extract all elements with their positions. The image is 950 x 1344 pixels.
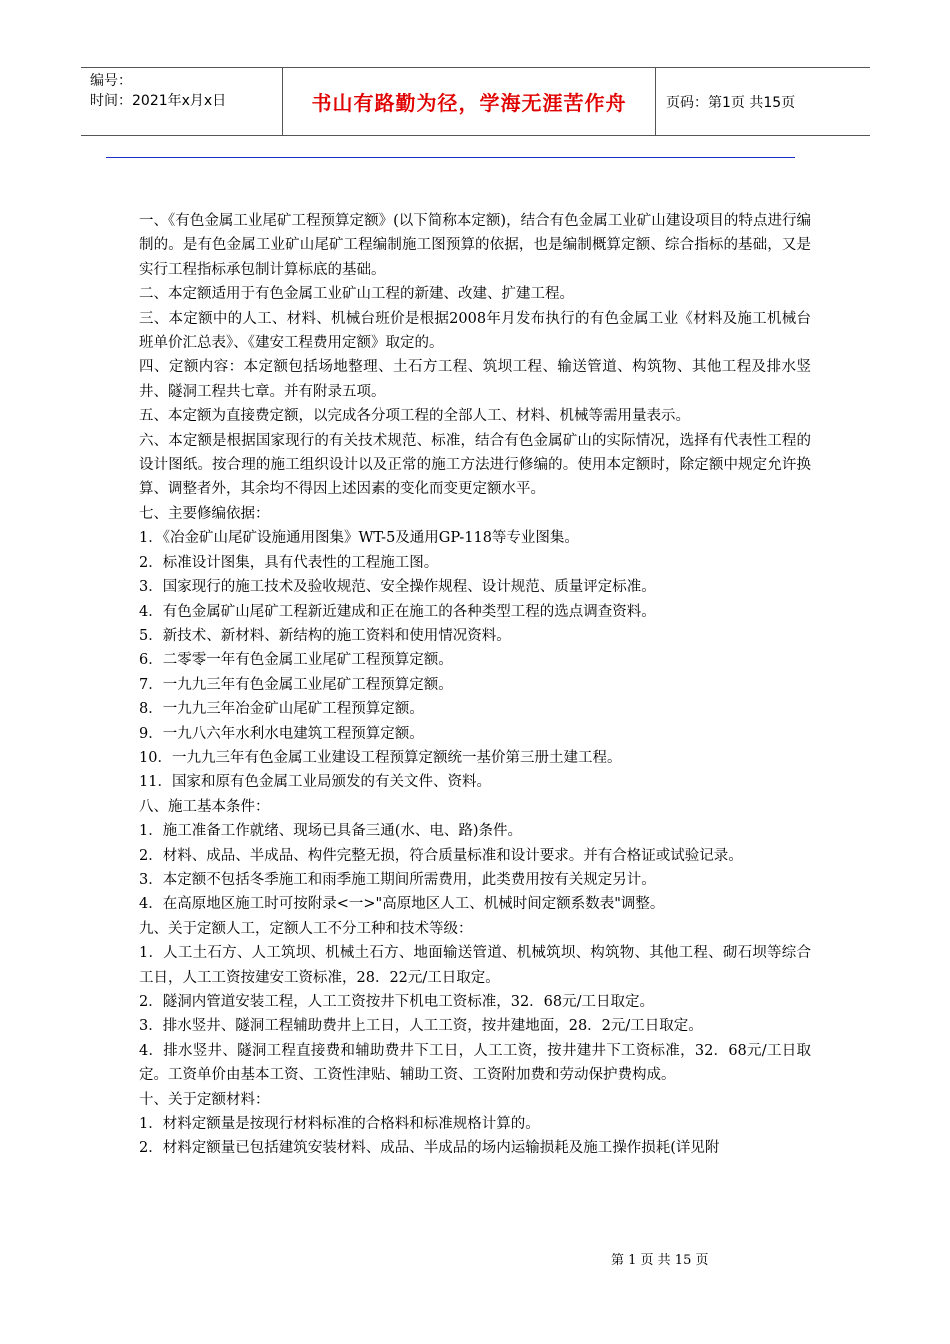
body-paragraph: 9．一九八六年水利水电建筑工程预算定额。 <box>139 725 424 742</box>
body-paragraph: 1．《冶金矿山尾矿设施通用图集》WT-5及通用GP-118等专业图集。 <box>139 530 579 547</box>
page-header <box>81 67 870 136</box>
header-motto: 书山有路勤为径，学海无涯苦作舟 <box>283 68 656 135</box>
body-paragraph: 8．一九九三年冶金矿山尾矿工程预算定额。 <box>139 701 424 718</box>
header-page-number: 页码：第1页 共15页 <box>666 94 796 111</box>
body-paragraph: 2．材料、成品、半成品、构件完整无损，符合质量标准和设计要求。并有合格证或试验记录。 <box>139 847 743 864</box>
body-paragraph: 二、本定额适用于有色金属工业矿山工程的新建、改建、扩建工程。 <box>139 286 574 303</box>
body-paragraph: 八、施工基本条件： <box>139 798 270 815</box>
body-paragraph: 11．国家和原有色金属工业局颁发的有关文件、资料。 <box>139 774 491 791</box>
body-paragraph: 10．一九九三年有色金属工业建设工程预算定额统一基价第三册土建工程。 <box>139 749 622 766</box>
body-paragraph: 六、本定额是根据国家现行的有关技术规范、标准，结合有色金属矿山的实际情况，选择有代表性工程的设计图纸。按合理的施工组织设计以及正常的施工方法进行修编的。使用本定额时，除定额中规定允许换算、调整者外，其余均不得因上述因素的变化而变更定额水平。 <box>139 432 811 498</box>
header-meta <box>81 68 283 135</box>
document-number-label: 编号： <box>90 73 132 89</box>
body-paragraph: 7．一九九三年有色金属工业尾矿工程预算定额。 <box>139 676 453 693</box>
body-paragraph: 1．材料定额量是按现行材料标准的合格料和标准规格计算的。 <box>139 1116 540 1133</box>
body-paragraph: 九、关于定额人工，定额人工不分工种和技术等级： <box>139 920 473 937</box>
body-paragraph: 3．排水竖井、隧洞工程辅助费井上工日，人工工资，按井建地面，28．2元/工日取定。 <box>139 1018 703 1035</box>
body-paragraph: 5．新技术、新材料、新结构的施工资料和使用情况资料。 <box>139 627 511 644</box>
body-paragraph: 3．本定额不包括冬季施工和雨季施工期间所需费用，此类费用按有关规定另计。 <box>139 871 656 888</box>
body-paragraph: 四、定额内容：本定额包括场地整理、土石方工程、筑坝工程、输送管道、构筑物、其他工程及排水竖井、隧洞工程共七章。并有附录五项。 <box>139 359 811 400</box>
body-paragraph: 2．标准设计图集，具有代表性的工程施工图。 <box>139 554 439 571</box>
body-paragraph: 4．有色金属矿山尾矿工程新近建成和正在施工的各种类型工程的选点调查资料。 <box>139 603 656 620</box>
body-paragraph: 6．二零零一年有色金属工业尾矿工程预算定额。 <box>139 652 453 669</box>
body-paragraph: 1．施工准备工作就绪、现场已具备三通(水、电、路)条件。 <box>139 823 523 840</box>
body-paragraph: 十、关于定额材料： <box>139 1091 270 1108</box>
body-paragraph: 五、本定额为直接费定额，以完成各分项工程的全部人工、材料、机械等需用量表示。 <box>139 408 690 425</box>
header-divider <box>106 157 795 158</box>
document-date-label: 时间：2021年x月x日 <box>90 93 227 109</box>
body-paragraph: 3．国家现行的施工技术及验收规范、安全操作规程、设计规范、质量评定标准。 <box>139 579 656 596</box>
body-paragraph: 4．在高原地区施工时可按附录<一>"高原地区人工、机械时间定额系数表"调整。 <box>139 896 665 913</box>
body-paragraph: 2．材料定额量已包括建筑安装材料、成品、半成品的场内运输损耗及施工操作损耗(详见附 <box>139 1140 720 1157</box>
body-paragraph: 七、主要修编依据： <box>139 505 270 522</box>
body-paragraph: 一、《有色金属工业尾矿工程预算定额》(以下简称本定额)，结合有色金属工业矿山建设项目的特点进行编制的。是有色金属工业矿山尾矿工程编制施工图预算的依据，也是编制概算定额、综合指标的基础，又是实行工程指标承包制计算标底的基础。 <box>139 213 811 278</box>
page-footer: 第 1 页 共 15 页 <box>611 1253 709 1268</box>
body-paragraph: 三、本定额中的人工、材料、机械台班价是根据2008年月发布执行的有色金属工业《材料及施工机械台班单价汇总表》、《建安工程费用定额》取定的。 <box>139 310 811 352</box>
body-paragraph: 4．排水竖井、隧洞工程直接费和辅助费井下工日，人工工资，按井建井下工资标准，32．68元/工日取定。工资单价由基本工资、工资性津贴、辅助工资、工资附加费和劳动保护费构成。 <box>139 1042 811 1084</box>
document-body <box>139 209 811 1161</box>
body-paragraph: 2．隧洞内管道安装工程，人工工资按井下机电工资标准，32．68元/工日取定。 <box>139 994 655 1010</box>
body-paragraph: 1．人工土石方、人工筑坝、机械土石方、地面输送管道、机械筑坝、构筑物、其他工程、砌石坝等综合工日，人工工资按建安工资标准，28．22元/工日取定。 <box>139 945 811 986</box>
